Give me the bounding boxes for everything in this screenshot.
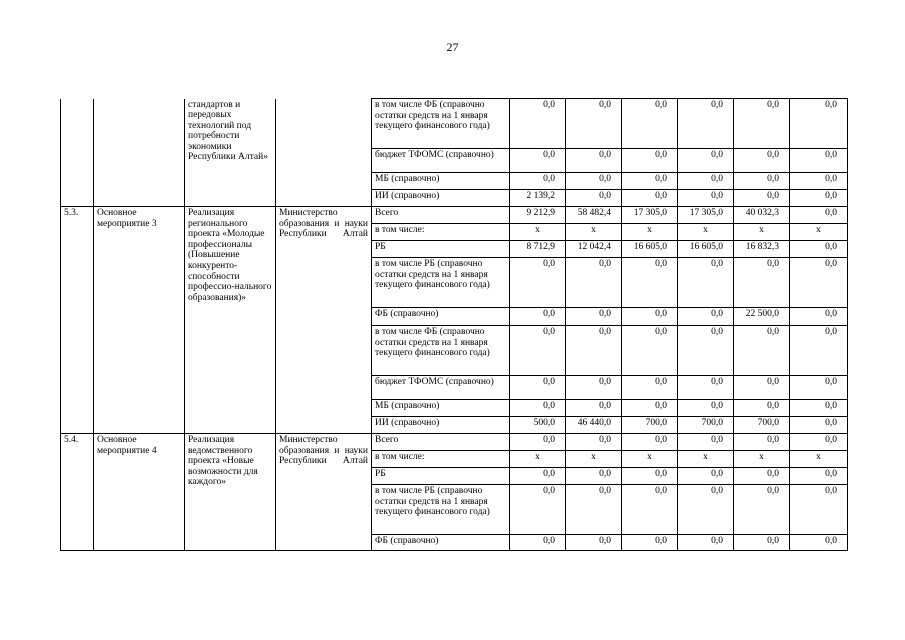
cell-value: 0,0 xyxy=(622,400,678,417)
cell-num: 5.4. xyxy=(61,434,94,551)
cell-funding-source: в том числе: xyxy=(372,451,510,468)
cell-funding-source: ИИ (справочно) xyxy=(372,417,510,434)
cell-value: 16 605,0 xyxy=(678,241,734,258)
cell-value: x xyxy=(622,451,678,468)
cell-value: 0,0 xyxy=(734,468,790,485)
cell-value: x xyxy=(566,224,622,241)
cell-value: 0,0 xyxy=(734,190,790,207)
cell-value: 0,0 xyxy=(622,173,678,190)
cell-project: Реализация регионального проекта «Молодые профессионалы (Повышение конкуренто-способности профессио-нального образования)» xyxy=(185,207,276,434)
cell-value: 58 482,4 xyxy=(566,207,622,224)
cell-value: 0,0 xyxy=(790,400,848,417)
cell-value: 0,0 xyxy=(622,190,678,207)
cell-value: 0,0 xyxy=(734,434,790,451)
cell-value: 0,0 xyxy=(510,99,566,149)
cell-event xyxy=(94,99,185,207)
cell-value: 0,0 xyxy=(678,434,734,451)
cell-value: 0,0 xyxy=(622,468,678,485)
cell-num xyxy=(61,99,94,207)
cell-value: 0,0 xyxy=(566,326,622,376)
cell-value: 0,0 xyxy=(790,535,848,551)
cell-value: 0,0 xyxy=(790,468,848,485)
cell-value: 0,0 xyxy=(678,326,734,376)
cell-value: x xyxy=(734,451,790,468)
cell-value: 0,0 xyxy=(790,326,848,376)
cell-value: 12 042,4 xyxy=(566,241,622,258)
cell-value: 9 212,9 xyxy=(510,207,566,224)
cell-value: 0,0 xyxy=(790,417,848,434)
cell-value: 0,0 xyxy=(734,400,790,417)
cell-value: 0,0 xyxy=(622,376,678,400)
cell-funding-source: ФБ (справочно) xyxy=(372,308,510,326)
cell-value: 8 712,9 xyxy=(510,241,566,258)
cell-value: 0,0 xyxy=(566,468,622,485)
cell-funding-source: ИИ (справочно) xyxy=(372,190,510,207)
cell-funding-source: МБ (справочно) xyxy=(372,173,510,190)
cell-value: 0,0 xyxy=(566,190,622,207)
cell-value: x xyxy=(790,224,848,241)
cell-value: 0,0 xyxy=(678,258,734,308)
cell-value: 0,0 xyxy=(678,468,734,485)
cell-value: 0,0 xyxy=(790,258,848,308)
cell-value: 0,0 xyxy=(678,173,734,190)
cell-value: 0,0 xyxy=(678,99,734,149)
cell-funding-source: в том числе ФБ (справочно остатки средств на 1 января текущего финансового года) xyxy=(372,326,510,376)
cell-value: 0,0 xyxy=(566,258,622,308)
cell-value: 700,0 xyxy=(622,417,678,434)
cell-value: 0,0 xyxy=(510,173,566,190)
cell-value: 0,0 xyxy=(510,535,566,551)
cell-value: 0,0 xyxy=(678,308,734,326)
cell-value: 0,0 xyxy=(510,485,566,535)
table-row xyxy=(61,434,848,451)
cell-value: 0,0 xyxy=(622,99,678,149)
cell-event: Основное мероприятие 4 xyxy=(94,434,185,551)
cell-value: 0,0 xyxy=(790,434,848,451)
cell-value: 0,0 xyxy=(510,400,566,417)
cell-value: x xyxy=(678,224,734,241)
cell-value: 0,0 xyxy=(622,308,678,326)
cell-value: 17 305,0 xyxy=(678,207,734,224)
cell-funding-source: в том числе: xyxy=(372,224,510,241)
cell-value: 0,0 xyxy=(678,149,734,173)
cell-value: 17 305,0 xyxy=(622,207,678,224)
cell-value: x xyxy=(790,451,848,468)
cell-event: Основное мероприятие 3 xyxy=(94,207,185,434)
cell-value: 0,0 xyxy=(790,485,848,535)
cell-funding-source: бюджет ТФОМС (справочно) xyxy=(372,376,510,400)
cell-funding-source: в том числе ФБ (справочно остатки средств на 1 января текущего финансового года) xyxy=(372,99,510,149)
cell-value: 0,0 xyxy=(790,241,848,258)
cell-value: 0,0 xyxy=(790,190,848,207)
cell-value: 0,0 xyxy=(622,149,678,173)
cell-value: 700,0 xyxy=(734,417,790,434)
cell-num: 5.3. xyxy=(61,207,94,434)
cell-value: 0,0 xyxy=(734,173,790,190)
cell-project: Реализация ведомственного проекта «Новые возможности для каждого» xyxy=(185,434,276,551)
cell-executor: Министерство образования и науки Республики Алтай xyxy=(276,434,372,551)
cell-value: 22 500,0 xyxy=(734,308,790,326)
cell-value: 0,0 xyxy=(734,326,790,376)
cell-value: 40 032,3 xyxy=(734,207,790,224)
cell-value: 0,0 xyxy=(510,326,566,376)
cell-value: 700,0 xyxy=(678,417,734,434)
cell-value: x xyxy=(734,224,790,241)
cell-value: x xyxy=(566,451,622,468)
cell-project: стандартов и передовых технологий под потребности экономики Республики Алтай» xyxy=(185,99,276,207)
cell-value: 0,0 xyxy=(566,485,622,535)
cell-value: 0,0 xyxy=(678,376,734,400)
cell-funding-source: РБ xyxy=(372,241,510,258)
cell-value: 0,0 xyxy=(790,207,848,224)
cell-value: 0,0 xyxy=(790,173,848,190)
cell-value: x xyxy=(510,224,566,241)
cell-value: 0,0 xyxy=(790,149,848,173)
cell-value: 0,0 xyxy=(734,258,790,308)
cell-value: 2 139,2 xyxy=(510,190,566,207)
cell-value: 0,0 xyxy=(678,190,734,207)
cell-value: 0,0 xyxy=(790,99,848,149)
cell-value: 0,0 xyxy=(566,308,622,326)
cell-value: x xyxy=(510,451,566,468)
cell-value: 0,0 xyxy=(678,535,734,551)
funding-table xyxy=(60,98,848,551)
cell-value: 0,0 xyxy=(510,258,566,308)
cell-executor xyxy=(276,99,372,207)
cell-value: 0,0 xyxy=(678,485,734,535)
cell-value: 0,0 xyxy=(622,326,678,376)
cell-funding-source: МБ (справочно) xyxy=(372,400,510,417)
cell-value: 0,0 xyxy=(622,485,678,535)
cell-value: x xyxy=(622,224,678,241)
table-row xyxy=(61,207,848,224)
cell-value: 0,0 xyxy=(622,258,678,308)
cell-value: 0,0 xyxy=(566,434,622,451)
cell-value: 0,0 xyxy=(566,400,622,417)
cell-value: 500,0 xyxy=(510,417,566,434)
cell-value: 0,0 xyxy=(790,376,848,400)
cell-value: 0,0 xyxy=(510,149,566,173)
cell-value: 0,0 xyxy=(734,99,790,149)
cell-value: 0,0 xyxy=(510,434,566,451)
cell-value: 0,0 xyxy=(566,173,622,190)
cell-value: 16 832,3 xyxy=(734,241,790,258)
cell-value: 0,0 xyxy=(510,376,566,400)
cell-value: 46 440,0 xyxy=(566,417,622,434)
cell-value: 0,0 xyxy=(566,99,622,149)
cell-value: 0,0 xyxy=(734,376,790,400)
cell-value: 0,0 xyxy=(622,434,678,451)
cell-funding-source: Всего xyxy=(372,207,510,224)
table-row xyxy=(61,99,848,149)
cell-value: 0,0 xyxy=(566,535,622,551)
cell-funding-source: в том числе РБ (справочно остатки средств на 1 января текущего финансового года) xyxy=(372,258,510,308)
cell-value: x xyxy=(678,451,734,468)
cell-funding-source: РБ xyxy=(372,468,510,485)
cell-funding-source: Всего xyxy=(372,434,510,451)
cell-value: 0,0 xyxy=(734,485,790,535)
cell-value: 0,0 xyxy=(566,149,622,173)
cell-value: 0,0 xyxy=(622,535,678,551)
cell-funding-source: в том числе РБ (справочно остатки средств на 1 января текущего финансового года) xyxy=(372,485,510,535)
cell-value: 0,0 xyxy=(510,468,566,485)
cell-executor: Министерство образования и науки Республики Алтай xyxy=(276,207,372,434)
cell-value: 0,0 xyxy=(734,535,790,551)
cell-funding-source: ФБ (справочно) xyxy=(372,535,510,551)
cell-value: 16 605,0 xyxy=(622,241,678,258)
cell-value: 0,0 xyxy=(510,308,566,326)
cell-funding-source: бюджет ТФОМС (справочно) xyxy=(372,149,510,173)
page-number: 27 xyxy=(446,40,459,54)
cell-value: 0,0 xyxy=(790,308,848,326)
cell-value: 0,0 xyxy=(678,400,734,417)
cell-value: 0,0 xyxy=(734,149,790,173)
cell-value: 0,0 xyxy=(566,376,622,400)
